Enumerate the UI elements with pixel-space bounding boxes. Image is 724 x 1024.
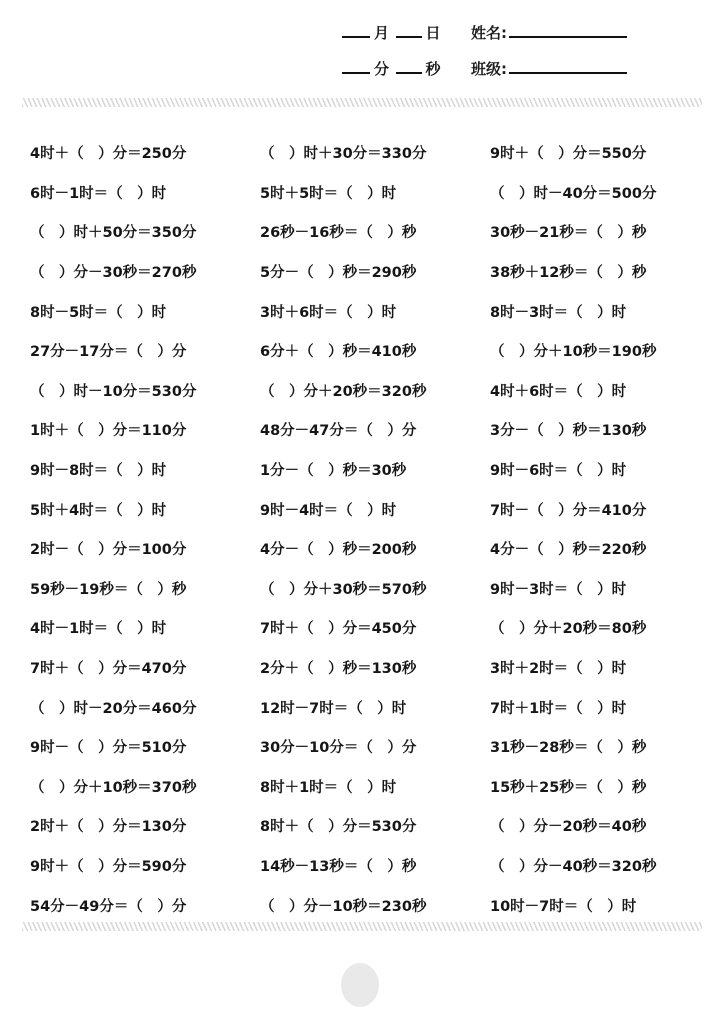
problem-item[interactable]: 8时＋（ ）分＝530分 bbox=[260, 819, 417, 836]
problem-item[interactable]: 59秒－19秒＝（ ）秒 bbox=[30, 581, 187, 598]
problem-item[interactable]: 31秒－28秒＝（ ）秒 bbox=[490, 740, 647, 757]
problem-item[interactable]: 5分－（ ）秒＝290秒 bbox=[260, 265, 417, 282]
time-minute-unit: 分 bbox=[374, 60, 390, 78]
problem-item[interactable]: 4分－（ ）秒＝200秒 bbox=[260, 542, 417, 559]
problem-item[interactable]: 1分－（ ）秒＝30秒 bbox=[260, 463, 407, 480]
problem-item[interactable]: 2时＋（ ）分＝130分 bbox=[30, 819, 187, 836]
problem-item[interactable]: 9时＋（ ）分＝550分 bbox=[490, 146, 647, 163]
problem-item[interactable]: （ ）分－20秒＝40秒 bbox=[490, 819, 647, 836]
problem-item[interactable]: 9时－3时＝（ ）时 bbox=[490, 581, 627, 598]
problem-item[interactable]: 9时＋（ ）分＝590分 bbox=[30, 858, 187, 875]
date-day-unit: 日 bbox=[425, 24, 442, 42]
name-input-blank[interactable] bbox=[509, 36, 627, 38]
problem-item[interactable]: 9时－8时＝（ ）时 bbox=[30, 463, 167, 480]
problem-item[interactable]: 9时－4时＝（ ）时 bbox=[260, 502, 397, 519]
header-date-row bbox=[342, 22, 662, 58]
problem-item[interactable]: （ ）时＋50分＝350分 bbox=[30, 225, 197, 242]
problem-item[interactable]: 6时－1时＝（ ）时 bbox=[30, 185, 167, 202]
time-second-blank[interactable] bbox=[396, 72, 422, 74]
problem-item[interactable]: 5时＋4时＝（ ）时 bbox=[30, 502, 167, 519]
problem-item[interactable]: 4时－1时＝（ ）时 bbox=[30, 621, 167, 638]
problem-item[interactable]: 14秒－13秒＝（ ）秒 bbox=[260, 858, 417, 875]
problem-item[interactable]: 26秒－16秒＝（ ）秒 bbox=[260, 225, 417, 242]
problem-item[interactable]: 54分－49分＝（ ）分 bbox=[30, 898, 187, 915]
name-label: 姓名: bbox=[471, 24, 508, 42]
header-time-row bbox=[342, 58, 662, 94]
time-second-unit: 秒 bbox=[425, 60, 442, 78]
problem-item[interactable]: （ ）分－10秒＝230秒 bbox=[260, 898, 427, 915]
problem-item[interactable]: 7时＋1时＝（ ）时 bbox=[490, 700, 627, 717]
problem-item[interactable]: 48分－47分＝（ ）分 bbox=[260, 423, 417, 440]
date-month-blank[interactable] bbox=[342, 36, 370, 38]
class-input-blank[interactable] bbox=[509, 72, 627, 74]
problem-item[interactable]: 9时－6时＝（ ）时 bbox=[490, 463, 627, 480]
problem-item[interactable]: 7时－（ ）分＝410分 bbox=[490, 502, 647, 519]
problem-item[interactable]: （ ）时－10分＝530分 bbox=[30, 383, 197, 400]
problem-item[interactable]: 4分－（ ）秒＝220秒 bbox=[490, 542, 647, 559]
problem-item[interactable]: 15秒＋25秒＝（ ）秒 bbox=[490, 779, 647, 796]
problem-item[interactable]: 2分＋（ ）秒＝130秒 bbox=[260, 661, 417, 678]
problem-item[interactable]: 8时－3时＝（ ）时 bbox=[490, 304, 627, 321]
problem-item[interactable]: （ ）分＋30秒＝570秒 bbox=[260, 581, 427, 598]
problem-item[interactable]: 27分－17分＝（ ）分 bbox=[30, 344, 187, 361]
time-minute-blank[interactable] bbox=[342, 72, 370, 74]
problem-item[interactable]: （ ）分＋10秒＝370秒 bbox=[30, 779, 197, 796]
problem-item[interactable]: （ ）时＋30分＝330分 bbox=[260, 146, 427, 163]
problem-item[interactable]: 30秒－21秒＝（ ）秒 bbox=[490, 225, 647, 242]
problem-item[interactable]: 7时＋（ ）分＝470分 bbox=[30, 661, 187, 678]
problem-item[interactable]: 7时＋（ ）分＝450分 bbox=[260, 621, 417, 638]
problem-item[interactable]: 4时＋（ ）分＝250分 bbox=[30, 146, 187, 163]
class-label: 班级: bbox=[471, 60, 508, 78]
problem-item[interactable]: （ ）分＋20秒＝80秒 bbox=[490, 621, 647, 638]
problem-item[interactable]: 6分＋（ ）秒＝410秒 bbox=[260, 344, 417, 361]
problem-item[interactable]: 1时＋（ ）分＝110分 bbox=[30, 423, 187, 440]
problem-item[interactable]: 2时－（ ）分＝100分 bbox=[30, 542, 187, 559]
problem-item[interactable]: （ ）分＋10秒＝190秒 bbox=[490, 344, 657, 361]
worksheet-header bbox=[342, 22, 662, 94]
problem-item[interactable]: （ ）时－20分＝460分 bbox=[30, 700, 197, 717]
problem-grid bbox=[30, 133, 698, 925]
top-divider-band bbox=[22, 98, 702, 107]
problem-item[interactable]: 38秒＋12秒＝（ ）秒 bbox=[490, 265, 647, 282]
problem-item[interactable]: 30分－10分＝（ ）分 bbox=[260, 740, 417, 757]
problem-item[interactable]: 9时－（ ）分＝510分 bbox=[30, 740, 187, 757]
footer-blob-decoration bbox=[341, 963, 379, 1007]
problem-item[interactable]: 3分－（ ）秒＝130秒 bbox=[490, 423, 647, 440]
date-month-unit: 月 bbox=[374, 24, 390, 42]
problem-item[interactable]: 12时－7时＝（ ）时 bbox=[260, 700, 407, 717]
problem-item[interactable]: 8时－5时＝（ ）时 bbox=[30, 304, 167, 321]
problem-item[interactable]: 8时＋1时＝（ ）时 bbox=[260, 779, 397, 796]
problem-item[interactable]: 4时＋6时＝（ ）时 bbox=[490, 383, 627, 400]
problem-item[interactable]: （ ）分－40秒＝320秒 bbox=[490, 858, 657, 875]
problem-item[interactable]: 5时＋5时＝（ ）时 bbox=[260, 185, 397, 202]
problem-item[interactable]: （ ）分－30秒＝270秒 bbox=[30, 265, 197, 282]
date-day-blank[interactable] bbox=[396, 36, 422, 38]
problem-item[interactable]: （ ）分＋20秒＝320秒 bbox=[260, 383, 427, 400]
problem-item[interactable]: 3时＋2时＝（ ）时 bbox=[490, 661, 627, 678]
problem-item[interactable]: 3时＋6时＝（ ）时 bbox=[260, 304, 397, 321]
bottom-divider-band bbox=[22, 922, 702, 931]
problem-item[interactable]: 10时－7时＝（ ）时 bbox=[490, 898, 637, 915]
problem-item[interactable]: （ ）时－40分＝500分 bbox=[490, 185, 657, 202]
